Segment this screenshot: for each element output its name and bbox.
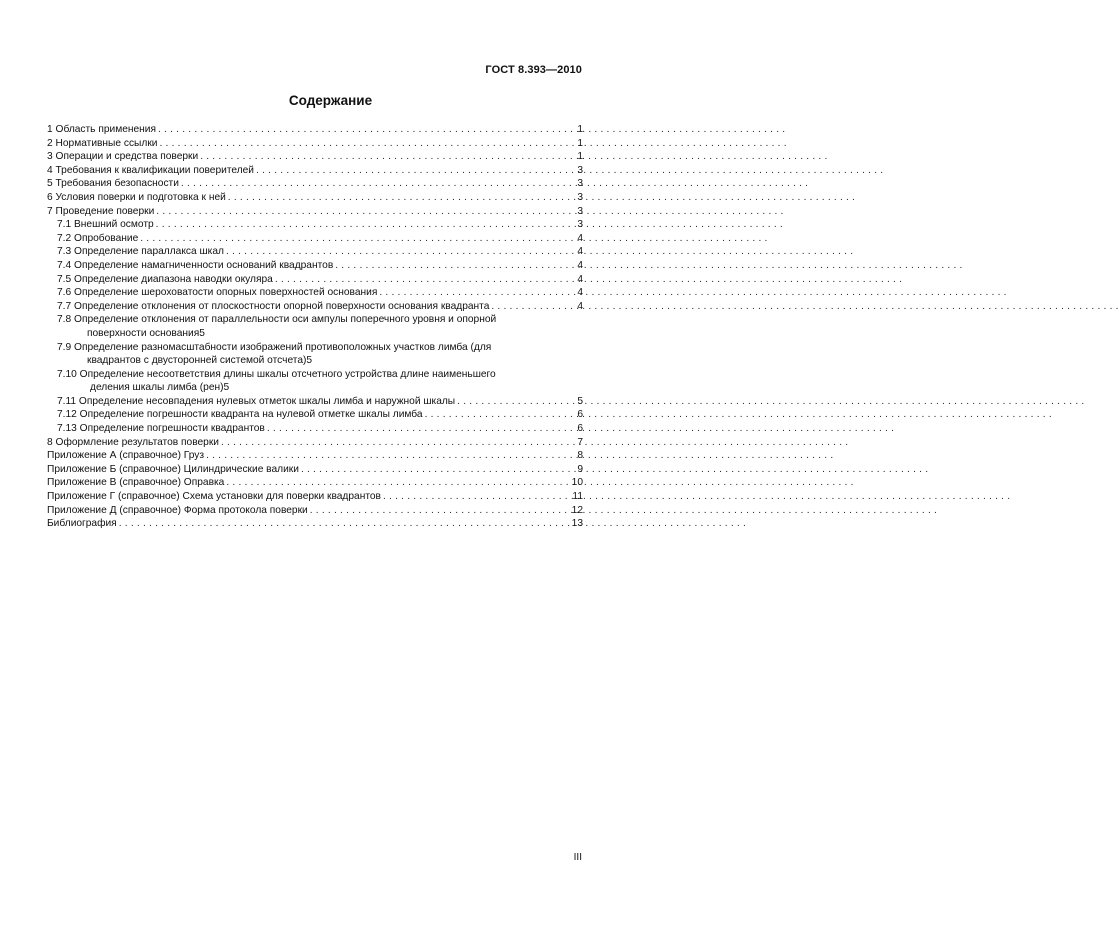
toc-entry[interactable] [47,286,583,300]
toc-entry-number: 7.4 [57,259,72,271]
toc-entry-text: Определение отклонения от параллельности оси ампулы поперечного уровня и опорной [74,314,497,326]
toc-entry-page: 3 [577,164,583,176]
toc-entry[interactable] [47,218,583,232]
toc-entry[interactable] [47,422,583,436]
toc-entry-text: (справочное) Груз [119,450,205,462]
toc-entry[interactable] [47,517,583,531]
toc-entry-text: Определение погрешности квадрантов [79,423,265,435]
toc-leader [158,123,575,137]
toc-entry-number: 3 [47,151,53,163]
toc-entry-page: 4 [577,246,583,258]
toc-entry-page: 10 [571,477,583,489]
toc-entry-text: Требования безопасности [55,178,179,190]
toc-entry[interactable] [47,164,583,178]
toc-entry[interactable] [47,341,583,368]
toc-entry-text: Внешний осмотр [74,219,154,231]
toc-entry-number: Приложение Б [47,463,117,475]
toc-entry[interactable] [47,408,583,422]
toc-leader [256,164,575,178]
toc-leader [267,422,575,436]
toc-entry-page: 8 [577,450,583,462]
toc-entry[interactable] [47,205,583,219]
toc-entry[interactable] [47,232,583,246]
toc-entry-text-continued: поверхности основания [87,327,200,339]
toc-entry[interactable] [47,476,583,490]
toc-leader [156,205,575,219]
toc-entry[interactable] [47,313,583,340]
toc-entry-text: Определение разномасштабности изображений противоположных участков лимба (для [74,341,492,353]
toc-leader [156,218,576,232]
toc-leader [275,273,576,287]
toc-entry-number: 7 [47,205,53,217]
toc-entry-text: Определение несовпадения нулевых отметок шкалы лимба и наружной шкалы [78,395,456,407]
toc-entry-number: 7.11 [57,395,77,407]
toc-entry-number: 7.7 [57,300,72,312]
toc-leader [310,504,570,518]
toc-entry-text: Библиография [47,518,117,530]
toc-entry[interactable] [47,137,583,151]
toc-entry-number: 8 [47,436,53,448]
toc-entry-text: Операции и средства поверки [55,151,199,163]
toc-entry-page: 4 [577,273,583,285]
toc-entry-number: 6 [47,191,53,203]
toc-leader [491,300,575,314]
toc-entry-number: 2 [47,137,53,149]
toc-entry-number: 7.8 [57,314,72,326]
toc-entry-number: 4 [47,164,53,176]
toc-entry-text: Нормативные ссылки [55,137,158,149]
toc-leader [119,517,570,531]
toc-entry[interactable] [47,449,583,463]
toc-entry-text: (справочное) Оправка [119,477,225,489]
toc-entry-number: Приложение А [47,450,117,462]
toc-entry-page: 4 [577,232,583,244]
toc-leader [335,259,575,273]
toc-entry-number: 1 [47,124,53,135]
toc-entry-number: 7.10 [57,368,77,380]
toc-entry[interactable] [47,191,583,205]
toc-leader [200,150,575,164]
toc-entry-page: 5 [577,395,583,407]
toc-entry-page: 4 [577,300,583,312]
toc-entry-page: 12 [571,504,583,516]
table-of-contents [47,123,583,531]
toc-leader [383,490,570,504]
toc-entry-page: 11 [572,491,583,503]
toc-entry-text: Определение погрешности квадранта на нулевой отметке шкалы лимба [79,409,423,421]
toc-entry-text: (справочное) Форма протокола поверки [119,504,308,516]
doc-code: ГОСТ 8.393—2010 [485,64,582,76]
toc-entry-text: (справочное) Цилиндрические валики [119,463,299,475]
toc-leader [226,476,569,490]
toc-leader [425,408,576,422]
toc-entry-number: 7.13 [57,423,77,435]
toc-entry-page: 6 [577,423,583,435]
toc-entry[interactable] [47,245,583,259]
toc-entry[interactable] [47,504,583,518]
toc-leader [301,463,575,477]
toc-entry-number: 7.2 [57,232,72,244]
toc-entry-text: Определение намагниченности оснований квадрантов [74,259,334,271]
toc-entry[interactable] [47,490,583,504]
toc-entry-number: 7.6 [57,287,72,299]
toc-entry-text: Оформление результатов поверки [55,436,219,448]
toc-entry-page: 5 [306,355,313,367]
toc-entry-number: 7.3 [57,246,72,258]
toc-entry-page: 1 [577,151,583,163]
toc-entry[interactable] [47,259,583,273]
toc-entry-text: Определение параллакса шкал [74,246,224,258]
toc-entry-text-continued: деления шкалы лимба (рен) [90,382,224,394]
toc-entry-page: 13 [571,518,583,530]
toc-leader [379,286,575,300]
toc-entry-number: 7.12 [57,409,77,421]
toc-entry[interactable] [47,395,583,409]
toc-leader [181,177,575,191]
toc-entry-number: Приложение Г [47,491,116,503]
toc-entry[interactable] [47,368,583,395]
toc-entry[interactable] [47,436,583,450]
toc-entry-page: 3 [577,205,583,217]
toc-entry-text: Условия поверки и подготовка к ней [55,191,226,203]
toc-entry-page: 4 [577,259,583,271]
toc-entry-number: 7.1 [57,219,72,231]
toc-entry-text: Опробование [74,232,139,244]
toc-leader [457,395,575,409]
toc-entry-text: Определение шероховатости опорных поверхностей основания [74,287,378,299]
toc-entry-text: (справочное) Схема установки для поверки квадрантов [117,491,381,503]
toc-entry[interactable] [47,123,583,137]
toc-entry-number: Приложение Д [47,504,117,516]
toc-entry-page: 1 [577,124,583,135]
toc-entry[interactable] [47,150,583,164]
toc-leader [159,137,575,151]
toc-entry-page: 3 [577,178,583,190]
toc-entry-page: 5 [223,382,230,394]
toc-entry-text: Область применения [55,124,156,135]
toc-entry-text: Определение диапазона наводки окуляра [74,273,273,285]
toc-entry-page: 9 [577,463,583,475]
toc-entry[interactable] [47,300,583,314]
toc-entry-page: 4 [577,287,583,299]
toc-leader [206,449,575,463]
toc-entry-text-continued: квадрантов с двусторонней системой отсчета) [87,355,307,367]
toc-entry-page: 3 [577,191,583,203]
toc-entry[interactable] [47,273,583,287]
toc-entry-text: Проведение поверки [55,205,155,217]
toc-entry-page: 6 [577,409,583,421]
toc-entry-number: 7.5 [57,273,72,285]
toc-entry-text: Определение отклонения от плоскостности опорной поверхности основания квадранта [74,300,490,312]
page-number: III [573,852,582,863]
toc-entry[interactable] [47,177,583,191]
toc-entry-text: Определение несоответствия длины шкалы отсчетного устройства длине наименьшего [79,368,496,380]
toc-leader [226,245,575,259]
toc-entry-number: 7.9 [57,341,72,353]
toc-entry-page: 1 [577,137,583,149]
toc-entry-page: 3 [577,219,583,231]
toc-entry-number: 5 [47,178,53,190]
toc-entry-page: 5 [199,327,205,339]
toc-entry-text: Требования к квалификации поверителей [55,164,255,176]
toc-entry-page: 7 [577,436,583,448]
toc-leader [140,232,575,246]
toc-leader [221,436,575,450]
toc-entry-number: Приложение В [47,477,117,489]
toc-entry[interactable] [47,463,583,477]
toc-leader [228,191,576,205]
page-title: Содержание [288,93,373,108]
